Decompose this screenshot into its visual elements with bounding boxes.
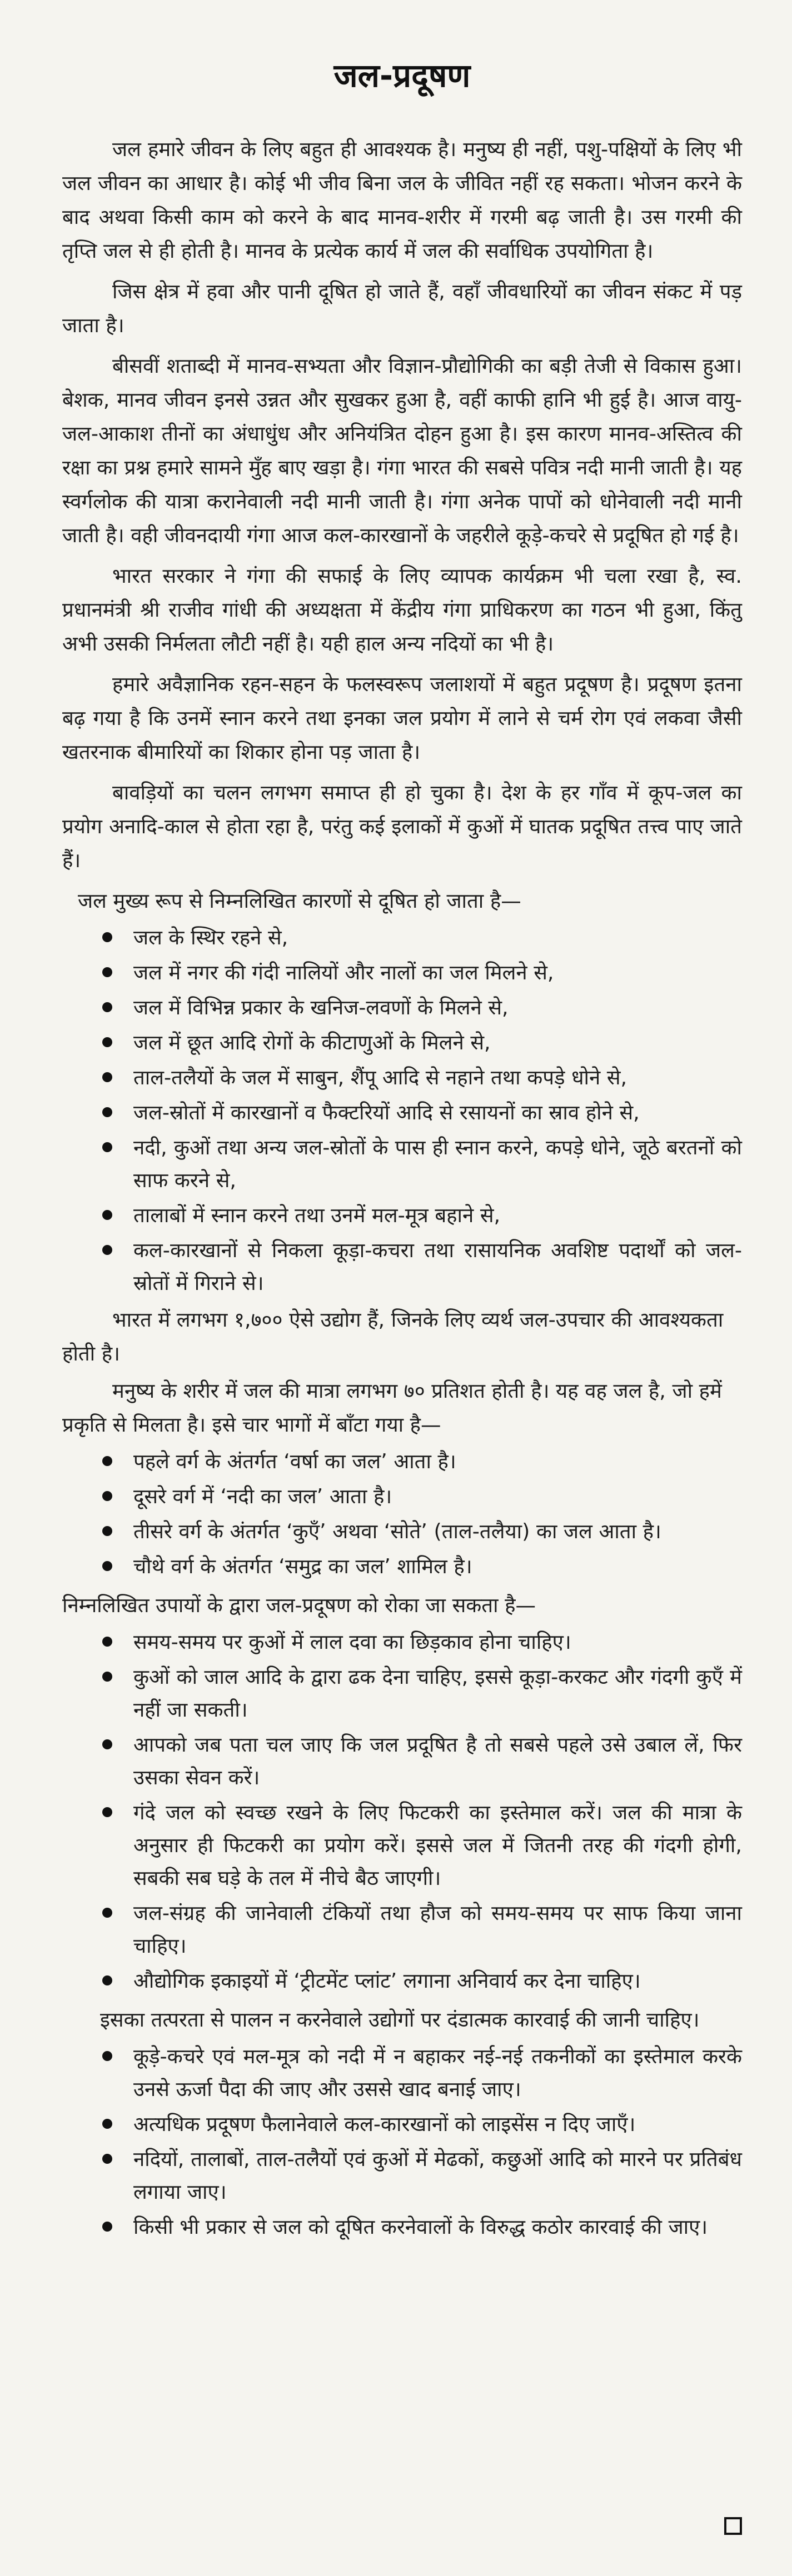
measures-list <box>62 1625 742 1997</box>
paragraph: बीसवीं शताब्दी में मानव-सभ्यता और विज्ञान-प्रौद्योगिकी का बड़ी तेजी से विकास हुआ। बेशक, मानव जीवन इनसे उन्नत और सुखकर हुआ है, वहीं काफी हानि भी हुई है। आज वायु-जल-आकाश तीनों का अंधाधुंध और अनियंत्रित दोहन हुआ है। इस कारण मानव-अस्तित्व की रक्षा का प्रश्न हमारे सामने मुँह बाए खड़ा है। गंगा भारत की सबसे पवित्र नदी मानी जाती है। यह स्वर्गलोक की यात्रा करानेवाली नदी मानी जाती है। गंगा अनेक पापों को धोनेवाली नदी मानी जाती है। वही जीवनदायी गंगा आज कल-कारखानों के जहरीले कूड़े-कचरे से प्रदूषित हो गई है। <box>62 354 742 547</box>
list-item-text: जल के स्थिर रहने से, <box>133 926 288 949</box>
more-measures-list <box>62 2040 742 2243</box>
list-item-text: जल-स्रोतों में कारखानों व फैक्टरियों आदि से रसायनों का स्राव होने से, <box>133 1101 640 1124</box>
list-item-text: तालाबों में स्नान करने तथा उनमें मल-मूत्र बहाने से, <box>133 1203 501 1227</box>
bullet-icon <box>102 1908 112 1918</box>
list-item-text: दूसरे वर्ग में ‘नदी का जल’ आता है। <box>133 1484 392 1508</box>
bullet-icon <box>102 1002 112 1012</box>
list-item <box>102 2210 742 2243</box>
causes-intro: जल मुख्य रूप से निम्नलिखित कारणों से दूषित हो जाता है— <box>78 889 521 913</box>
list-item-text: नदी, कुओं तथा अन्य जल-स्रोतों के पास ही स्नान करने, कपड़े धोने, जूठे बरतनों को साफ करने से, <box>133 1136 742 1192</box>
list-item-text: चौथे वर्ग के अंतर्गत ‘समुद्र का जल’ शामिल है। <box>133 1554 472 1578</box>
bullet-icon <box>102 1672 112 1682</box>
list-item-text: जल-संग्रह की जानेवाली टंकियों तथा हौज को समय-समय पर साफ किया जाना चाहिए। <box>133 1901 742 1958</box>
list-item <box>102 1897 742 1962</box>
list-item-text: आपको जब पता चल जाए कि जल प्रदूषित है तो सबसे पहले उसे उबाल लें, फिर उसका सेवन करें। <box>133 1733 742 1789</box>
list-item-text: समय-समय पर कुओं में लाल दवा का छिड़काव होना चाहिए। <box>133 1630 571 1654</box>
bullet-icon <box>102 1072 112 1082</box>
list-item <box>102 2040 742 2105</box>
list-item <box>102 1660 742 1726</box>
list-item-text: अत्यधिक प्रदूषण फैलानेवाले कल-कारखानों को लाइसेंस न दिए जाएँ। <box>133 2112 636 2136</box>
bullet-icon <box>102 2119 112 2129</box>
list-item <box>102 1096 742 1129</box>
list-item <box>102 1728 742 1794</box>
list-item-text: ताल-तलैयों के जल में साबुन, शैंपू आदि से नहाने तथा कपड़े धोने से, <box>133 1066 627 1089</box>
list-item <box>102 1026 742 1059</box>
list-item <box>102 1625 742 1658</box>
list-item-text: किसी भी प्रकार से जल को दूषित करनेवालों के विरुद्ध कठोर कारवाई की जाए। <box>133 2215 708 2239</box>
bullet-icon <box>102 1491 112 1501</box>
list-item-text: जल में छूत आदि रोगों के कीटाणुओं के मिलने से, <box>133 1031 491 1054</box>
list-item-text: कल-कारखानों से निकला कूड़ा-कचरा तथा रासायनिक अवशिष्ट पदार्थों को जल-स्रोतों में गिराने से। <box>133 1238 742 1295</box>
page-title: जल-प्रदूषण <box>333 57 471 94</box>
list-item <box>102 956 742 989</box>
paragraph: भारत सरकार ने गंगा की सफाई के लिए व्यापक कार्यक्रम भी चला रखा है, स्व. प्रधानमंत्री श्री राजीव गांधी की अध्यक्षता में केंद्रीय गंगा प्राधिकरण का गठन भी हुआ, किंतु अभी उसकी निर्मलता लौटी नहीं है। यही हाल अन्य नदियों का भी है। <box>62 564 742 656</box>
bullet-icon <box>102 1975 112 1985</box>
causes-list <box>62 921 742 1299</box>
list-item <box>102 1061 742 1094</box>
bullet-icon <box>102 967 112 977</box>
bullet-icon <box>102 1807 112 1817</box>
bullet-icon <box>102 1561 112 1571</box>
bullet-icon <box>102 932 112 942</box>
list-item <box>102 1480 742 1513</box>
list-item <box>102 921 742 954</box>
bullet-icon <box>102 1210 112 1220</box>
list-item-text: कूड़े-कचरे एवं मल-मूत्र को नदी में न बहाकर नई-नई तकनीकों का इस्तेमाल करके उनसे ऊर्जा पैदा की जाए और उससे खाद बनाई जाए। <box>133 2044 742 2101</box>
bullet-icon <box>102 1739 112 1749</box>
bullet-icon <box>102 1526 112 1536</box>
list-item <box>102 1515 742 1548</box>
intro-section <box>62 132 742 877</box>
list-item <box>102 1550 742 1583</box>
paragraph: जल हमारे जीवन के लिए बहुत ही आवश्यक है। मनुष्य ही नहीं, पशु-पक्षियों के लिए भी जल जीवन का आधार है। कोई भी जीव बिना जल के जीवित नहीं रह सकता। भोजन करने के बाद अथवा किसी काम को करने के बाद मानव-शरीर में गरमी बढ़ जाती है। उस गरमी की तृप्ति जल से ही होती है। मानव के प्रत्येक कार्य में जल की सर्वाधिक उपयोगिता है। <box>62 137 742 263</box>
list-item-text: जल में विभिन्न प्रकार के खनिज-लवणों के मिलने से, <box>133 996 509 1019</box>
bullet-icon <box>102 1456 112 1466</box>
list-item <box>102 1445 742 1478</box>
list-item <box>102 991 742 1024</box>
paragraph: बावड़ियों का चलन लगभग समाप्त ही हो चुका है। देश के हर गाँव में कूप-जल का प्रयोग अनादि-काल से होता रहा है, परंतु कई इलाकों में कुओं में घातक प्रदूषित तत्त्व पाए जाते हैं। <box>62 781 742 872</box>
measures-intro: निम्नलिखित उपायों के द्वारा जल-प्रदूषण को रोका जा सकता है— <box>62 1593 536 1617</box>
list-item-text: औद्योगिक इकाइयों में ‘ट्रीटमेंट प्लांट’ लगाना अनिवार्य कर देना चाहिए। <box>133 1969 641 1993</box>
paragraph: हमारे अवैज्ञानिक रहन-सहन के फलस्वरूप जलाशयों में बहुत प्रदूषण है। प्रदूषण इतना बढ़ गया है कि उनमें स्नान करने तथा इनका जल प्रयोग में लाने से चर्म रोग एवं लकवा जैसी खतरनाक बीमारियों का शिकार होना पड़ जाता है। <box>62 672 742 764</box>
bullet-icon <box>102 2222 112 2232</box>
industry-note: भारत में लगभग १,७०० ऐसे उद्योग हैं, जिनके लिए व्यर्थ जल-उपचार की आवश्यकता होती है। <box>62 1308 724 1365</box>
list-item <box>102 1964 742 1997</box>
list-item <box>102 1199 742 1232</box>
list-item <box>102 2143 742 2208</box>
bullet-icon <box>102 2154 112 2164</box>
list-item-text: तीसरे वर्ग के अंतर्गत ‘कुएँ’ अथवा ‘सोते’ (ताल-तलैया) का जल आता है। <box>133 1519 661 1543</box>
list-item-text: गंदे जल को स्वच्छ रखने के लिए फिटकरी का इस्तेमाल करें। जल की मात्रा के अनुसार ही फिटकरी का प्रयोग करें। इससे जल में जितनी तरह की गंदगी होगी, सबकी सब घड़े के तल में नीचे बैठ जाएगी। <box>133 1800 742 1890</box>
bullet-icon <box>102 1245 112 1255</box>
bullet-icon <box>102 1037 112 1047</box>
penalty-paragraph: इसका तत्परता से पालन न करनेवाले उद्योगों पर दंडात्मक कारवाई की जानी चाहिए। <box>100 2008 700 2032</box>
list-item-text: नदियों, तालाबों, ताल-तलैयों एवं कुओं में मेढकों, कछुओं आदि को मारने पर प्रतिबंध लगाया जाए। <box>133 2147 742 2204</box>
list-item-text: कुओं को जाल आदि के द्वारा ढक देना चाहिए, इससे कूड़ा-करकट और गंदगी कुएँ में नहीं जा सकती। <box>133 1665 742 1722</box>
list-item <box>102 2108 742 2140</box>
list-item <box>102 1796 742 1894</box>
bullet-icon <box>102 1637 112 1647</box>
paragraph: जिस क्षेत्र में हवा और पानी दूषित हो जाते हैं, वहाँ जीवधारियों का जीवन संकट में पड़ जाता है। <box>62 279 742 337</box>
bullet-icon <box>102 1142 112 1152</box>
body-water-paragraph: मनुष्य के शरीर में जल की मात्रा लगभग ७० प्रतिशत होती है। यह वह जल है, जो हमें प्रकृति से मिलता है। इसे चार भागों में बाँटा गया है— <box>62 1379 722 1437</box>
list-item-text: पहले वर्ग के अंतर्गत ‘वर्षा का जल’ आता है। <box>133 1449 456 1473</box>
end-mark-square-icon <box>724 2517 742 2535</box>
bullet-icon <box>102 2051 112 2061</box>
water-categories-list <box>62 1445 742 1583</box>
list-item-text: जल में नगर की गंदी नालियों और नालों का जल मिलने से, <box>133 961 554 984</box>
list-item <box>102 1234 742 1299</box>
bullet-icon <box>102 1107 112 1117</box>
list-item <box>102 1131 742 1197</box>
